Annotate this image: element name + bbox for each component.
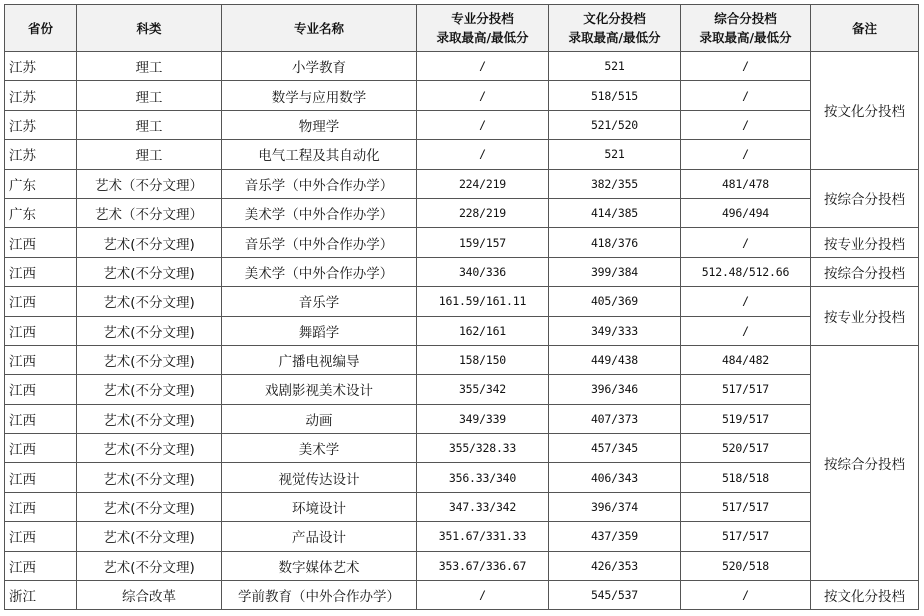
cell-professional-score: 353.67/336.67 [417,551,549,580]
header-category: 科类 [77,5,222,52]
cell-professional-score: 355/342 [417,375,549,404]
cell-comprehensive-score: / [681,581,811,610]
cell-province: 广东 [5,169,77,198]
cell-province: 江西 [5,522,77,551]
cell-professional-score: 351.67/331.33 [417,522,549,551]
cell-major: 物理学 [222,110,417,139]
cell-category: 艺术(不分文理) [77,375,222,404]
cell-cultural-score: 399/384 [549,257,681,286]
table-header [5,5,919,52]
admission-score-table [4,4,919,610]
cell-note: 按文化分投档 [811,581,919,610]
cell-comprehensive-score: 484/482 [681,345,811,374]
table-row [5,140,919,169]
cell-major: 数字媒体艺术 [222,551,417,580]
cell-category: 理工 [77,140,222,169]
cell-province: 江苏 [5,52,77,81]
cell-province: 江西 [5,345,77,374]
cell-major: 数学与应用数学 [222,81,417,110]
header-professional-line1: 专业分投档 [451,11,514,26]
header-comprehensive-line1: 综合分投档 [714,11,777,26]
cell-major: 音乐学（中外合作办学） [222,169,417,198]
cell-comprehensive-score: 517/517 [681,492,811,521]
cell-cultural-score: 518/515 [549,81,681,110]
cell-professional-score: 162/161 [417,316,549,345]
cell-major: 环境设计 [222,492,417,521]
cell-cultural-score: 449/438 [549,345,681,374]
cell-cultural-score: 407/373 [549,404,681,433]
cell-province: 江西 [5,257,77,286]
cell-major: 产品设计 [222,522,417,551]
cell-cultural-score: 406/343 [549,463,681,492]
cell-comprehensive-score: 496/494 [681,198,811,227]
cell-category: 艺术（不分文理） [77,169,222,198]
cell-note: 按专业分投档 [811,287,919,346]
cell-cultural-score: 521 [549,140,681,169]
cell-professional-score: 159/157 [417,228,549,257]
table-row [5,52,919,81]
cell-professional-score: / [417,581,549,610]
cell-comprehensive-score: 481/478 [681,169,811,198]
cell-comprehensive-score: / [681,140,811,169]
cell-professional-score: 161.59/161.11 [417,287,549,316]
cell-major: 视觉传达设计 [222,463,417,492]
cell-category: 艺术(不分文理) [77,463,222,492]
cell-category: 艺术(不分文理) [77,551,222,580]
header-professional-line2: 录取最高/最低分 [436,30,529,45]
cell-province: 江西 [5,404,77,433]
cell-comprehensive-score: 520/518 [681,551,811,580]
cell-note: 按综合分投档 [811,257,919,286]
table-body [5,52,919,610]
table-row [5,434,919,463]
admission-table-container [4,4,919,610]
table-row [5,551,919,580]
cell-comprehensive-score: / [681,52,811,81]
cell-professional-score: 349/339 [417,404,549,433]
cell-cultural-score: 396/346 [549,375,681,404]
cell-category: 艺术(不分文理) [77,434,222,463]
cell-comprehensive-score: 512.48/512.66 [681,257,811,286]
cell-professional-score: / [417,81,549,110]
cell-cultural-score: 382/355 [549,169,681,198]
cell-province: 江苏 [5,81,77,110]
cell-category: 艺术(不分文理) [77,522,222,551]
cell-cultural-score: 405/369 [549,287,681,316]
cell-comprehensive-score: 520/517 [681,434,811,463]
header-cultural-line1: 文化分投档 [583,11,646,26]
cell-professional-score: / [417,110,549,139]
cell-category: 艺术(不分文理) [77,287,222,316]
cell-major: 广播电视编导 [222,345,417,374]
cell-professional-score: / [417,140,549,169]
cell-category: 理工 [77,81,222,110]
cell-major: 美术学（中外合作办学） [222,198,417,227]
cell-cultural-score: 426/353 [549,551,681,580]
cell-cultural-score: 396/374 [549,492,681,521]
table-row [5,257,919,286]
cell-province: 江西 [5,375,77,404]
cell-category: 艺术(不分文理) [77,316,222,345]
cell-note: 按综合分投档 [811,169,919,228]
cell-professional-score: 356.33/340 [417,463,549,492]
cell-major: 动画 [222,404,417,433]
cell-professional-score: 224/219 [417,169,549,198]
cell-category: 艺术(不分文理) [77,492,222,521]
header-major: 专业名称 [222,5,417,52]
cell-cultural-score: 349/333 [549,316,681,345]
cell-category: 理工 [77,52,222,81]
cell-province: 江西 [5,551,77,580]
cell-note: 按专业分投档 [811,228,919,257]
cell-major: 小学教育 [222,52,417,81]
cell-comprehensive-score: / [681,316,811,345]
table-row [5,81,919,110]
cell-province: 江苏 [5,140,77,169]
cell-cultural-score: 418/376 [549,228,681,257]
cell-province: 江苏 [5,110,77,139]
cell-province: 江西 [5,316,77,345]
cell-cultural-score: 414/385 [549,198,681,227]
header-comprehensive-score [681,5,811,52]
header-row [5,5,919,52]
cell-professional-score: 340/336 [417,257,549,286]
cell-cultural-score: 521/520 [549,110,681,139]
cell-province: 广东 [5,198,77,227]
cell-professional-score: / [417,52,549,81]
table-row [5,522,919,551]
cell-category: 艺术（不分文理） [77,198,222,227]
cell-province: 江西 [5,228,77,257]
table-row [5,169,919,198]
cell-cultural-score: 437/359 [549,522,681,551]
cell-professional-score: 347.33/342 [417,492,549,521]
cell-category: 理工 [77,110,222,139]
cell-comprehensive-score: / [681,228,811,257]
cell-note: 按综合分投档 [811,345,919,580]
cell-comprehensive-score: 519/517 [681,404,811,433]
header-province: 省份 [5,5,77,52]
cell-category: 艺术(不分文理) [77,404,222,433]
cell-cultural-score: 521 [549,52,681,81]
table-row [5,463,919,492]
cell-province: 浙江 [5,581,77,610]
table-row [5,581,919,610]
cell-category: 艺术(不分文理) [77,257,222,286]
table-row [5,228,919,257]
cell-cultural-score: 457/345 [549,434,681,463]
header-professional-score [417,5,549,52]
table-row [5,316,919,345]
table-row [5,287,919,316]
table-row [5,492,919,521]
cell-category: 艺术(不分文理) [77,345,222,374]
cell-professional-score: 158/150 [417,345,549,374]
table-row [5,375,919,404]
cell-major: 音乐学 [222,287,417,316]
table-row [5,404,919,433]
table-row [5,198,919,227]
cell-major: 戏剧影视美术设计 [222,375,417,404]
cell-comprehensive-score: 517/517 [681,375,811,404]
cell-province: 江西 [5,287,77,316]
header-comprehensive-line2: 录取最高/最低分 [699,30,792,45]
cell-major: 电气工程及其自动化 [222,140,417,169]
cell-category: 艺术(不分文理) [77,228,222,257]
cell-professional-score: 228/219 [417,198,549,227]
cell-comprehensive-score: / [681,287,811,316]
cell-major: 学前教育（中外合作办学） [222,581,417,610]
header-cultural-line2: 录取最高/最低分 [568,30,661,45]
cell-major: 舞蹈学 [222,316,417,345]
table-row [5,345,919,374]
cell-comprehensive-score: / [681,81,811,110]
cell-comprehensive-score: / [681,110,811,139]
cell-comprehensive-score: 517/517 [681,522,811,551]
cell-cultural-score: 545/537 [549,581,681,610]
header-cultural-score [549,5,681,52]
header-note: 备注 [811,5,919,52]
cell-major: 美术学（中外合作办学） [222,257,417,286]
cell-comprehensive-score: 518/518 [681,463,811,492]
cell-province: 江西 [5,463,77,492]
cell-major: 音乐学（中外合作办学） [222,228,417,257]
cell-note: 按文化分投档 [811,52,919,170]
table-row [5,110,919,139]
cell-province: 江西 [5,492,77,521]
cell-professional-score: 355/328.33 [417,434,549,463]
cell-major: 美术学 [222,434,417,463]
cell-category: 综合改革 [77,581,222,610]
cell-province: 江西 [5,434,77,463]
